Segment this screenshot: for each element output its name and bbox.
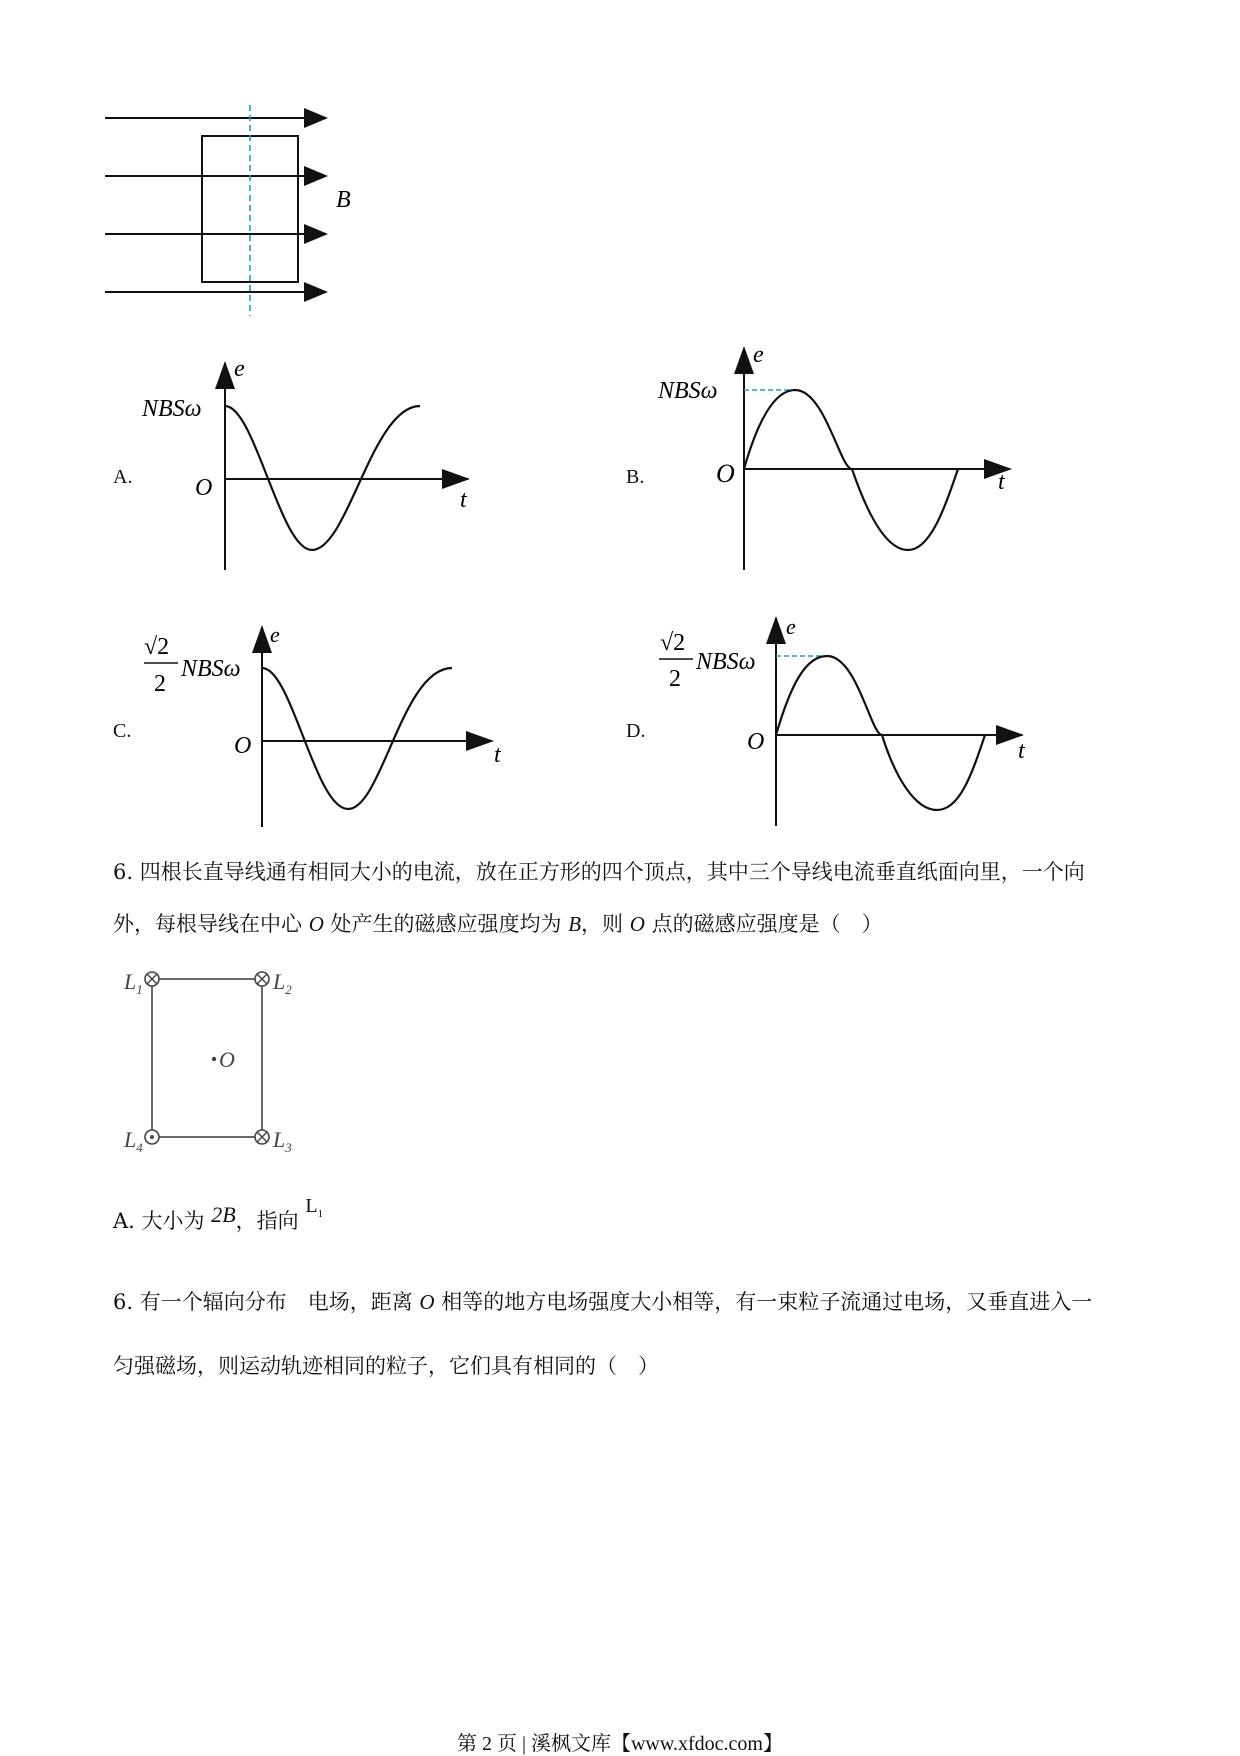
square-wires-figure: [115, 960, 325, 1165]
graph-a: [130, 345, 490, 575]
label-l2: $L_2$: [273, 969, 292, 997]
option-c-label: C.: [113, 720, 132, 742]
center-point: [212, 1057, 216, 1061]
graph-a-x-label: t: [460, 487, 467, 513]
square-outline: [152, 979, 262, 1137]
graph-a-origin-label: O: [195, 475, 213, 501]
graph-d: [645, 612, 1045, 827]
q6-point-o: O: [308, 912, 324, 936]
answer-a-mid: ，指向: [235, 1209, 306, 1233]
graph-d-peak-label: NBSω: [696, 649, 756, 675]
graph-c-peak-label: NBSω: [181, 656, 241, 682]
q6-point-o-2: O: [629, 912, 645, 936]
graph-c-curve: [262, 668, 452, 809]
graph-b-origin-label: O: [716, 459, 735, 488]
graph-d-y-label: e: [786, 614, 796, 639]
graph-c: [130, 615, 510, 830]
graph-a-peak-label: NBSω: [142, 396, 202, 422]
question-6b-line-1: [113, 1290, 1092, 1315]
question-6-line-2: [113, 912, 883, 937]
q6-field-b: B: [568, 912, 582, 936]
field-label: B: [336, 187, 351, 213]
graph-d-origin-label: O: [747, 729, 765, 755]
q6-text-c: ，则: [581, 912, 630, 936]
q6-text-b: 处产生的磁感应强度均为: [323, 912, 569, 936]
q6-text-d: 点的磁感应强度是（ ）: [644, 912, 883, 936]
graph-d-x-label: t: [1018, 738, 1025, 764]
graph-c-frac-den: 2: [154, 671, 166, 697]
answer-a-target: $L_1$: [305, 1195, 324, 1220]
graph-c-x-label: t: [494, 742, 501, 768]
q6b-text-a: 6. 有一个辐向分布 电场，距离: [113, 1290, 420, 1314]
graph-a-y-label: e: [234, 356, 245, 382]
answer-a-value: 2B: [211, 1202, 236, 1227]
graph-c-y-label: e: [270, 622, 280, 647]
label-l1: $L_1$: [124, 969, 143, 997]
wire-l4-out-of-page: [145, 1130, 159, 1144]
answer-a-prefix: A. 大小为: [113, 1209, 212, 1233]
page-footer: 第 2 页 | 溪枫文库【www.xfdoc.com】: [456, 1733, 783, 1755]
coil-in-field-figure: [100, 90, 380, 320]
question-6b-line-2: 匀强磁场，则运动轨迹相同的粒子，它们具有相同的（ ）: [113, 1354, 659, 1378]
wire-l3-into-page: [255, 1130, 269, 1144]
answer-a-line: [113, 1195, 324, 1237]
graph-d-frac-den: 2: [669, 666, 681, 692]
graph-b-peak-label: NBSω: [658, 378, 718, 404]
question-6-line-1: 6. 四根长直导线通有相同大小的电流，放在正方形的四个顶点，其中三个导线电流垂直纸面向里，一个向: [113, 860, 1085, 884]
graph-b: [640, 340, 1020, 575]
label-l4: $L_4$: [124, 1127, 143, 1155]
wire-l2-into-page: [255, 972, 269, 986]
graph-b-x-label: t: [998, 469, 1005, 495]
q6b-point-o: O: [419, 1290, 435, 1314]
graph-d-frac-num: √2: [660, 630, 686, 656]
option-a-label: A.: [113, 466, 133, 488]
graph-d-curve: [776, 656, 985, 810]
q6b-text-b: 相等的地方电场强度大小相等，有一束粒子流通过电场，又垂直进入一: [434, 1290, 1093, 1314]
graph-b-y-label: e: [753, 342, 764, 368]
wire-l1-into-page: [145, 972, 159, 986]
option-b-label: B.: [626, 466, 645, 488]
option-d-label: D.: [626, 720, 646, 742]
graph-c-origin-label: O: [234, 733, 252, 759]
graph-c-frac-num: √2: [144, 634, 170, 660]
center-label: O: [219, 1047, 235, 1072]
label-l3: $L_3$: [273, 1127, 292, 1155]
q6-text-a: 外，每根导线在中心: [113, 912, 309, 936]
